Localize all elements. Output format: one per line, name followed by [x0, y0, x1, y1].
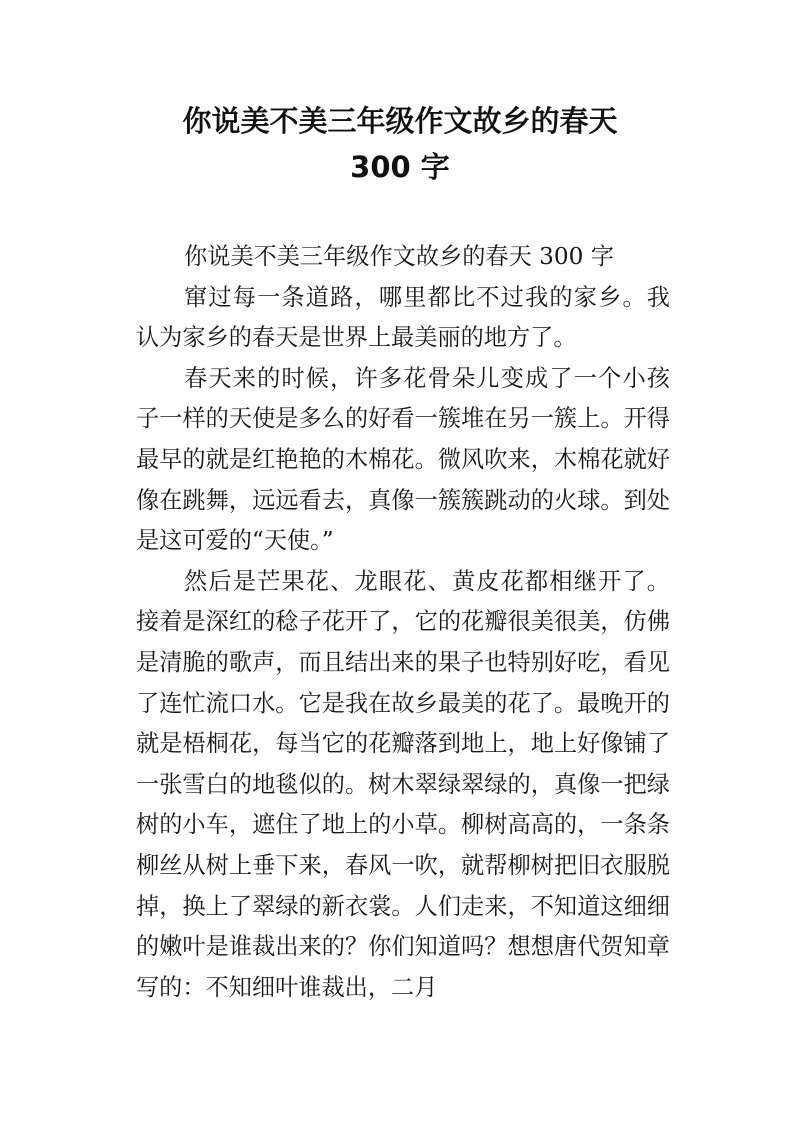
document-body [136, 237, 670, 1008]
document-title [100, 98, 700, 190]
paragraph-subtitle: 你说美不美三年级作文故乡的春天 300 字 [184, 243, 614, 270]
paragraph-intro: 窜过每一条道路，哪里都比不过我的家乡。我认为家乡的春天是世界上最美丽的地方了。 [136, 283, 670, 352]
paragraph-flowers-trees: 然后是芒果花、龙眼花、黄皮花都相继开了。接着是深红的稔子花开了，它的花瓣很美很美，仿佛是清脆的歌声，而且结出来的果子也特别好吃，看见了连忙流口水。它是我在故乡最美的花了。最晚开的就是梧桐花，每当它的花瓣落到地上，地上好像铺了一张雪白的地毯似的。树木翠绿翠绿的，真像一把绿树的小车，遮住了地上的小草。柳树高高的，一条条柳丝从树上垂下来，春风一吹，就帮柳树把旧衣服脱掉，换上了翠绿的新衣裳。人们走来，不知道这细细的嫩叶是谁裁出来的？你们知道吗？想想唐代贺知章写的：不知细叶谁裁出，二月 [136, 567, 670, 1001]
title-line-1: 你说美不美三年级作文故乡的春天 [182, 104, 618, 138]
title-line-2: 300 字 [350, 150, 450, 184]
paragraph-kapok: 春天来的时候，许多花骨朵儿变成了一个小孩子一样的天使是多么的好看一簇堆在另一簇上。开得最早的就是红艳艳的木棉花。微风吹来，木棉花就好像在跳舞，远远看去，真像一簇簇跳动的火球。到处是这可爱的“天使。” [136, 364, 670, 555]
